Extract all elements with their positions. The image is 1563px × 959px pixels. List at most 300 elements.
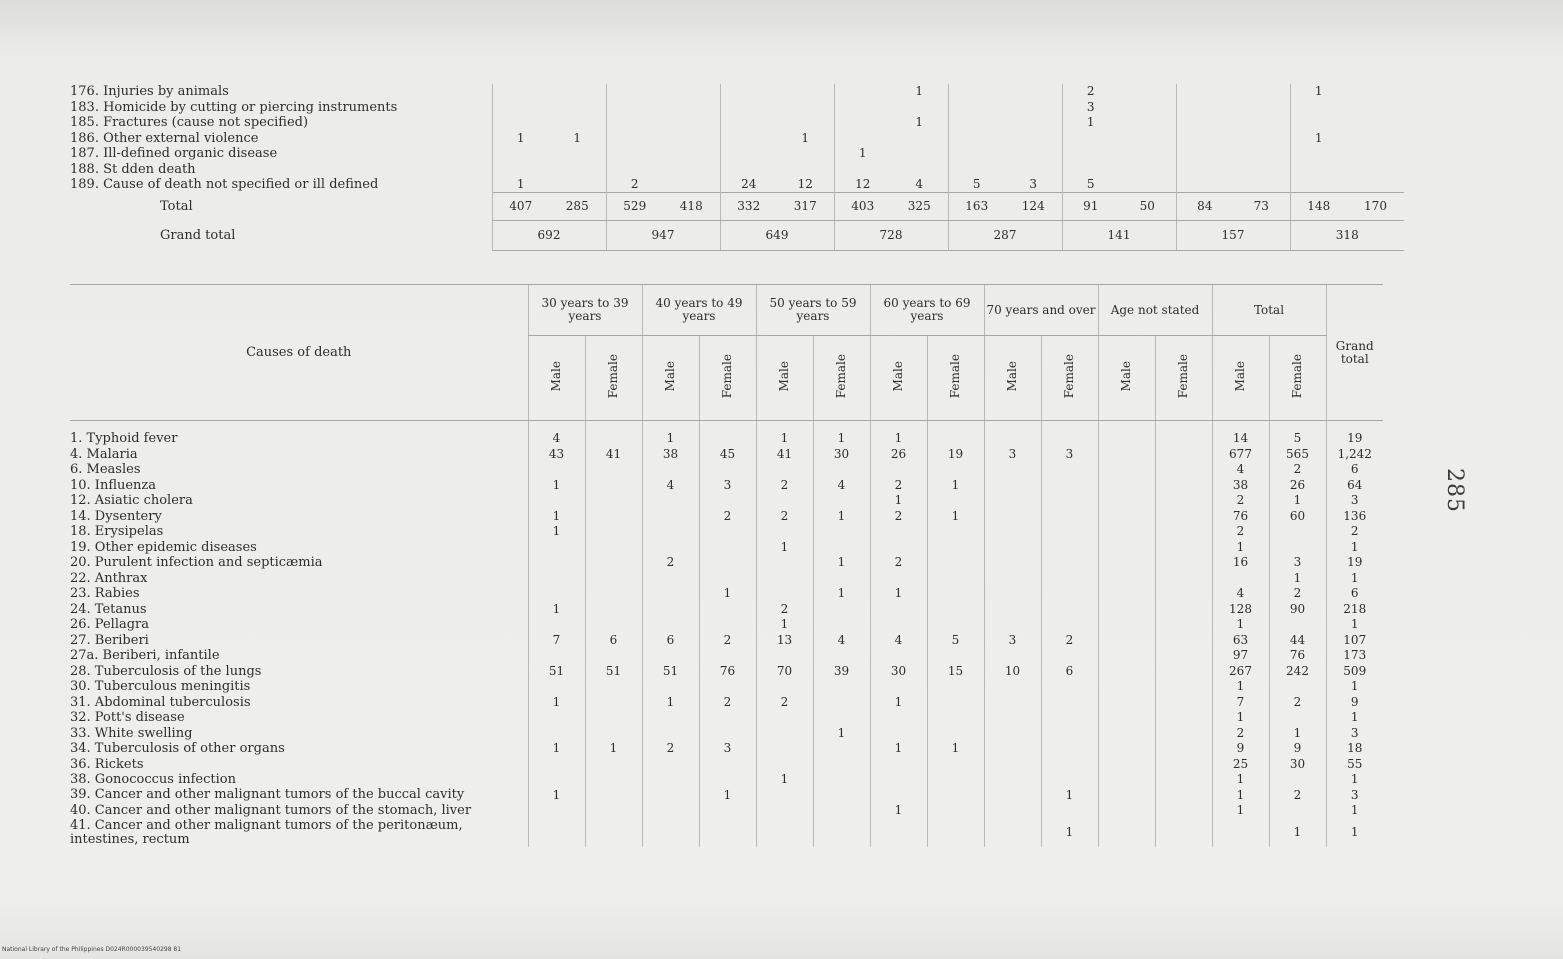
data-cell: 1 xyxy=(813,586,870,602)
data-cell xyxy=(606,100,663,116)
total-cell: 418 xyxy=(663,193,720,221)
grand-total-cell: 136 xyxy=(1326,509,1383,525)
data-cell xyxy=(777,146,834,162)
data-cell: 2 xyxy=(1041,633,1098,649)
data-cell xyxy=(642,493,699,509)
data-cell xyxy=(1098,524,1155,540)
data-cell xyxy=(549,146,606,162)
data-cell xyxy=(813,648,870,664)
row-label: 176. Injuries by animals xyxy=(70,84,229,100)
data-cell xyxy=(1176,131,1233,147)
data-cell xyxy=(1347,100,1404,116)
age-group-header: 50 years to 59 years xyxy=(756,285,870,336)
cause-row xyxy=(70,679,1383,695)
data-cell xyxy=(585,571,642,587)
grand-total-cell: 649 xyxy=(720,221,834,251)
data-cell xyxy=(585,586,642,602)
data-cell xyxy=(1155,679,1212,695)
data-cell xyxy=(756,757,813,773)
data-cell xyxy=(720,84,777,100)
data-cell: 1 xyxy=(573,130,582,145)
data-cell xyxy=(1176,146,1233,162)
data-cell xyxy=(891,100,948,116)
data-cell: 1 xyxy=(528,695,585,711)
top-row xyxy=(70,146,1404,162)
data-cell xyxy=(549,177,606,193)
data-cell xyxy=(834,131,891,147)
data-cell: 41 xyxy=(585,447,642,463)
data-cell xyxy=(756,679,813,695)
data-cell xyxy=(699,421,756,447)
total-cell: 84 xyxy=(1176,193,1233,221)
data-cell: 1 xyxy=(1290,84,1347,100)
data-cell xyxy=(1098,788,1155,804)
data-cell xyxy=(1176,177,1233,193)
data-cell xyxy=(984,617,1041,633)
data-cell xyxy=(1269,679,1326,695)
data-cell xyxy=(585,679,642,695)
cause-row xyxy=(70,478,1383,494)
data-cell xyxy=(984,478,1041,494)
data-cell: 4 xyxy=(813,633,870,649)
data-cell xyxy=(777,84,834,100)
data-cell xyxy=(870,617,927,633)
data-cell xyxy=(1062,162,1119,178)
data-cell: 1 xyxy=(1212,710,1269,726)
male-header-label: Male xyxy=(891,361,905,392)
data-cell xyxy=(606,84,663,100)
data-cell xyxy=(1155,617,1212,633)
data-cell: 1 xyxy=(870,803,927,819)
cause-label: 26. Pellagra xyxy=(70,617,150,633)
data-cell: 2 xyxy=(870,478,927,494)
data-cell xyxy=(585,757,642,773)
data-cell: 38 xyxy=(1212,478,1269,494)
data-cell: 1 xyxy=(1212,772,1269,788)
grand-total-cell: 9 xyxy=(1326,695,1383,711)
data-cell xyxy=(1041,478,1098,494)
data-cell xyxy=(585,524,642,540)
data-cell xyxy=(1098,695,1155,711)
grand-total-cell: 19 xyxy=(1326,555,1383,571)
data-cell xyxy=(585,509,642,525)
data-cell xyxy=(528,555,585,571)
data-cell xyxy=(1155,648,1212,664)
data-cell: 1 xyxy=(528,509,585,525)
data-cell xyxy=(1155,772,1212,788)
data-cell xyxy=(1098,648,1155,664)
data-cell xyxy=(984,710,1041,726)
data-cell xyxy=(642,524,699,540)
data-cell: 2 xyxy=(642,555,699,571)
data-cell: 1 xyxy=(870,493,927,509)
data-cell xyxy=(813,524,870,540)
data-cell: 1 xyxy=(813,509,870,525)
data-cell xyxy=(948,84,1005,100)
data-cell: 51 xyxy=(642,664,699,680)
female-header xyxy=(1269,336,1326,421)
data-cell xyxy=(1290,115,1347,131)
data-cell xyxy=(1041,648,1098,664)
data-cell: 1 xyxy=(756,540,813,556)
data-cell xyxy=(1041,772,1098,788)
data-cell: 4 xyxy=(528,421,585,447)
data-cell xyxy=(642,586,699,602)
male-header xyxy=(984,336,1041,421)
data-cell xyxy=(1041,571,1098,587)
data-cell xyxy=(948,162,1005,178)
data-cell xyxy=(1098,726,1155,742)
cause-label: 19. Other epidemic diseases xyxy=(70,539,257,555)
data-cell xyxy=(984,421,1041,447)
data-cell xyxy=(813,679,870,695)
data-cell xyxy=(1155,741,1212,757)
data-cell xyxy=(1098,447,1155,463)
male-header-label: Male xyxy=(1005,361,1019,392)
data-cell xyxy=(492,100,549,116)
grand-total-cell: 1 xyxy=(1326,540,1383,556)
data-cell xyxy=(927,772,984,788)
data-cell xyxy=(642,540,699,556)
data-cell xyxy=(642,462,699,478)
data-cell xyxy=(1269,617,1326,633)
data-cell: 2 xyxy=(606,177,663,193)
cause-row xyxy=(70,421,1383,447)
grand-total-cell: 1 xyxy=(1326,617,1383,633)
data-cell: 1 xyxy=(528,602,585,618)
data-cell xyxy=(1062,131,1119,147)
data-cell xyxy=(642,772,699,788)
data-cell xyxy=(642,509,699,525)
male-header xyxy=(1098,336,1155,421)
data-cell xyxy=(777,162,834,178)
data-cell xyxy=(642,803,699,819)
data-cell: 1 xyxy=(756,772,813,788)
data-cell xyxy=(606,131,663,147)
female-header xyxy=(699,336,756,421)
data-cell: 1 xyxy=(927,741,984,757)
data-cell xyxy=(528,540,585,556)
data-cell: 1 xyxy=(528,478,585,494)
grand-total-cell: 173 xyxy=(1326,648,1383,664)
data-cell xyxy=(927,819,984,847)
grand-total-cell: 6 xyxy=(1326,586,1383,602)
data-cell xyxy=(585,462,642,478)
data-cell xyxy=(585,648,642,664)
data-cell xyxy=(720,131,777,147)
data-cell xyxy=(984,493,1041,509)
data-cell: 1 xyxy=(528,788,585,804)
data-cell xyxy=(813,710,870,726)
total-cell: 91 xyxy=(1062,193,1119,221)
data-cell xyxy=(1155,462,1212,478)
data-cell xyxy=(1155,726,1212,742)
data-cell: 51 xyxy=(528,664,585,680)
bottom-table xyxy=(70,284,1383,847)
data-cell xyxy=(984,648,1041,664)
data-cell: 12 xyxy=(834,177,891,193)
data-cell xyxy=(984,679,1041,695)
female-header xyxy=(927,336,984,421)
data-cell xyxy=(720,162,777,178)
data-cell: 3 xyxy=(984,447,1041,463)
female-header-label: Female xyxy=(1176,354,1190,399)
data-cell xyxy=(870,648,927,664)
data-cell: 24 xyxy=(720,177,777,193)
data-cell xyxy=(1005,162,1062,178)
cause-row xyxy=(70,555,1383,571)
data-cell xyxy=(1041,602,1098,618)
age-group-header: 70 years and over xyxy=(984,285,1098,336)
data-cell: 1 xyxy=(1212,540,1269,556)
male-header-label: Male xyxy=(777,361,791,392)
data-cell xyxy=(813,695,870,711)
grand-total-cell: 1,242 xyxy=(1326,447,1383,463)
data-cell xyxy=(699,819,756,847)
data-cell: 43 xyxy=(528,447,585,463)
data-cell xyxy=(1212,819,1269,847)
cause-row xyxy=(70,493,1383,509)
total-cell: 407 xyxy=(492,193,549,221)
data-cell xyxy=(1098,633,1155,649)
data-cell: 2 xyxy=(1212,524,1269,540)
data-cell xyxy=(1176,115,1233,131)
data-cell xyxy=(1041,617,1098,633)
data-cell: 7 xyxy=(1212,695,1269,711)
data-cell xyxy=(1347,146,1404,162)
cause-row xyxy=(70,540,1383,556)
data-cell: 1 xyxy=(642,421,699,447)
data-cell xyxy=(756,648,813,664)
data-cell: 76 xyxy=(1269,648,1326,664)
data-cell xyxy=(1041,462,1098,478)
total-cell: 148 xyxy=(1290,193,1347,221)
data-cell: 128 xyxy=(1212,602,1269,618)
data-cell xyxy=(1041,586,1098,602)
grand-total-cell: 3 xyxy=(1326,788,1383,804)
data-cell: 25 xyxy=(1212,757,1269,773)
data-cell: 1 xyxy=(642,695,699,711)
data-cell xyxy=(1155,664,1212,680)
data-cell xyxy=(1290,100,1347,116)
data-cell xyxy=(984,509,1041,525)
cause-label: 10. Influenza xyxy=(70,477,157,493)
data-cell xyxy=(927,648,984,664)
grand-total-cell: 2 xyxy=(1326,524,1383,540)
data-cell xyxy=(528,648,585,664)
data-cell xyxy=(927,788,984,804)
data-cell xyxy=(699,571,756,587)
data-cell xyxy=(1233,84,1290,100)
data-cell: 677 xyxy=(1212,447,1269,463)
row-label: 188. St dden death xyxy=(70,161,196,177)
data-cell xyxy=(1347,162,1404,178)
data-cell xyxy=(1098,555,1155,571)
data-cell: 1 xyxy=(927,478,984,494)
data-cell: 1 xyxy=(1041,819,1098,847)
data-cell: 30 xyxy=(1269,757,1326,773)
data-cell xyxy=(813,493,870,509)
cause-row xyxy=(70,633,1383,649)
data-cell xyxy=(699,462,756,478)
data-cell xyxy=(927,679,984,695)
data-cell xyxy=(642,679,699,695)
data-cell xyxy=(870,540,927,556)
data-cell: 4 xyxy=(813,478,870,494)
data-cell: 38 xyxy=(642,447,699,463)
data-cell xyxy=(1041,803,1098,819)
data-cell xyxy=(1119,162,1176,178)
data-cell xyxy=(870,524,927,540)
data-cell: 16 xyxy=(1212,555,1269,571)
data-cell: 12 xyxy=(797,177,813,191)
data-cell: 63 xyxy=(1212,633,1269,649)
data-cell: 1 xyxy=(1290,131,1347,147)
data-cell xyxy=(984,819,1041,847)
data-cell xyxy=(1155,478,1212,494)
data-cell xyxy=(492,84,549,100)
data-cell: 1 xyxy=(1212,803,1269,819)
data-cell xyxy=(1041,509,1098,525)
data-cell xyxy=(756,726,813,742)
data-cell: 76 xyxy=(699,664,756,680)
header-row-groups xyxy=(70,285,1383,336)
data-cell xyxy=(1155,602,1212,618)
data-cell xyxy=(528,803,585,819)
data-cell xyxy=(1119,115,1176,131)
data-cell xyxy=(984,726,1041,742)
data-cell xyxy=(1233,162,1290,178)
grand-total-cell: 19 xyxy=(1326,421,1383,447)
total-cell: 529 xyxy=(606,193,663,221)
data-cell xyxy=(585,803,642,819)
cause-label: 34. Tuberculosis of other organs xyxy=(70,741,285,757)
data-cell: 242 xyxy=(1269,664,1326,680)
data-cell xyxy=(891,162,948,178)
data-cell: 6 xyxy=(1041,664,1098,680)
grand-total-cell: 1 xyxy=(1326,803,1383,819)
data-cell: 44 xyxy=(1269,633,1326,649)
cause-row xyxy=(70,571,1383,587)
female-header xyxy=(1155,336,1212,421)
data-cell xyxy=(948,146,1005,162)
data-cell: 2 xyxy=(870,509,927,525)
grand-total-cell: 1 xyxy=(1326,710,1383,726)
grand-total-cell: 692 xyxy=(492,221,606,251)
data-cell: 14 xyxy=(1212,421,1269,447)
data-cell: 267 xyxy=(1212,664,1269,680)
cause-label: 14. Dysentery xyxy=(70,508,162,524)
library-credit: National Library of the Philippines D024R000039540298 81 xyxy=(2,946,182,953)
data-cell xyxy=(927,462,984,478)
data-cell xyxy=(927,421,984,447)
data-cell: 3 xyxy=(699,478,756,494)
data-cell xyxy=(1347,84,1404,100)
data-cell xyxy=(699,648,756,664)
data-cell: 1 xyxy=(756,421,813,447)
data-cell xyxy=(1098,540,1155,556)
grand-total-cell: 1 xyxy=(1326,819,1383,847)
grand-total-cell: 1 xyxy=(1326,571,1383,587)
data-cell xyxy=(492,146,549,162)
cause-row xyxy=(70,757,1383,773)
data-cell xyxy=(585,788,642,804)
data-cell: 1 xyxy=(756,617,813,633)
grand-total-label: Grand total xyxy=(160,228,236,243)
data-cell xyxy=(1098,772,1155,788)
row-label: 189. Cause of death not specified or ill defined xyxy=(70,177,379,193)
grand-total-cell: 728 xyxy=(834,221,948,251)
data-cell xyxy=(1041,726,1098,742)
data-cell xyxy=(1098,757,1155,773)
data-cell: 2 xyxy=(756,602,813,618)
data-cell xyxy=(927,571,984,587)
data-cell xyxy=(699,555,756,571)
data-cell xyxy=(927,695,984,711)
data-cell xyxy=(549,84,606,100)
data-cell xyxy=(528,617,585,633)
data-cell xyxy=(699,617,756,633)
data-cell xyxy=(585,726,642,742)
top-row xyxy=(70,115,1404,131)
data-cell xyxy=(585,710,642,726)
data-cell xyxy=(642,710,699,726)
data-cell: 60 xyxy=(1269,509,1326,525)
data-cell xyxy=(1155,710,1212,726)
data-cell xyxy=(663,162,720,178)
data-cell xyxy=(1269,540,1326,556)
cause-label: 24. Tetanus xyxy=(70,601,147,617)
grand-total-cell: 64 xyxy=(1326,478,1383,494)
data-cell xyxy=(1098,803,1155,819)
data-cell xyxy=(834,162,891,178)
data-cell: 5 xyxy=(927,633,984,649)
cause-row xyxy=(70,648,1383,664)
data-cell xyxy=(1041,421,1098,447)
data-cell xyxy=(1041,524,1098,540)
data-cell xyxy=(1062,146,1119,162)
data-cell xyxy=(699,540,756,556)
cause-label: 4. Malaria xyxy=(70,446,138,462)
data-cell xyxy=(1155,695,1212,711)
data-cell xyxy=(984,741,1041,757)
data-cell xyxy=(1098,571,1155,587)
data-cell: 1 xyxy=(1041,788,1098,804)
data-cell: 39 xyxy=(813,664,870,680)
cause-label: 28. Tuberculosis of the lungs xyxy=(70,663,262,679)
data-cell: 1 xyxy=(834,146,891,162)
data-cell: 4 xyxy=(1212,586,1269,602)
data-cell: 1 xyxy=(1269,819,1326,847)
cause-label: 12. Asiatic cholera xyxy=(70,493,193,509)
data-cell xyxy=(1098,493,1155,509)
data-cell xyxy=(984,803,1041,819)
top-row xyxy=(70,84,1404,100)
data-cell xyxy=(1347,131,1404,147)
data-cell xyxy=(1041,757,1098,773)
data-cell: 76 xyxy=(1212,509,1269,525)
total-row xyxy=(70,193,1404,221)
data-cell xyxy=(663,177,720,193)
cause-row xyxy=(70,617,1383,633)
cause-row xyxy=(70,602,1383,618)
data-cell xyxy=(1098,421,1155,447)
data-cell xyxy=(756,788,813,804)
grand-total-cell: 318 xyxy=(1290,221,1404,251)
data-cell: 5 xyxy=(948,177,1005,193)
data-cell xyxy=(756,586,813,602)
data-cell xyxy=(528,757,585,773)
